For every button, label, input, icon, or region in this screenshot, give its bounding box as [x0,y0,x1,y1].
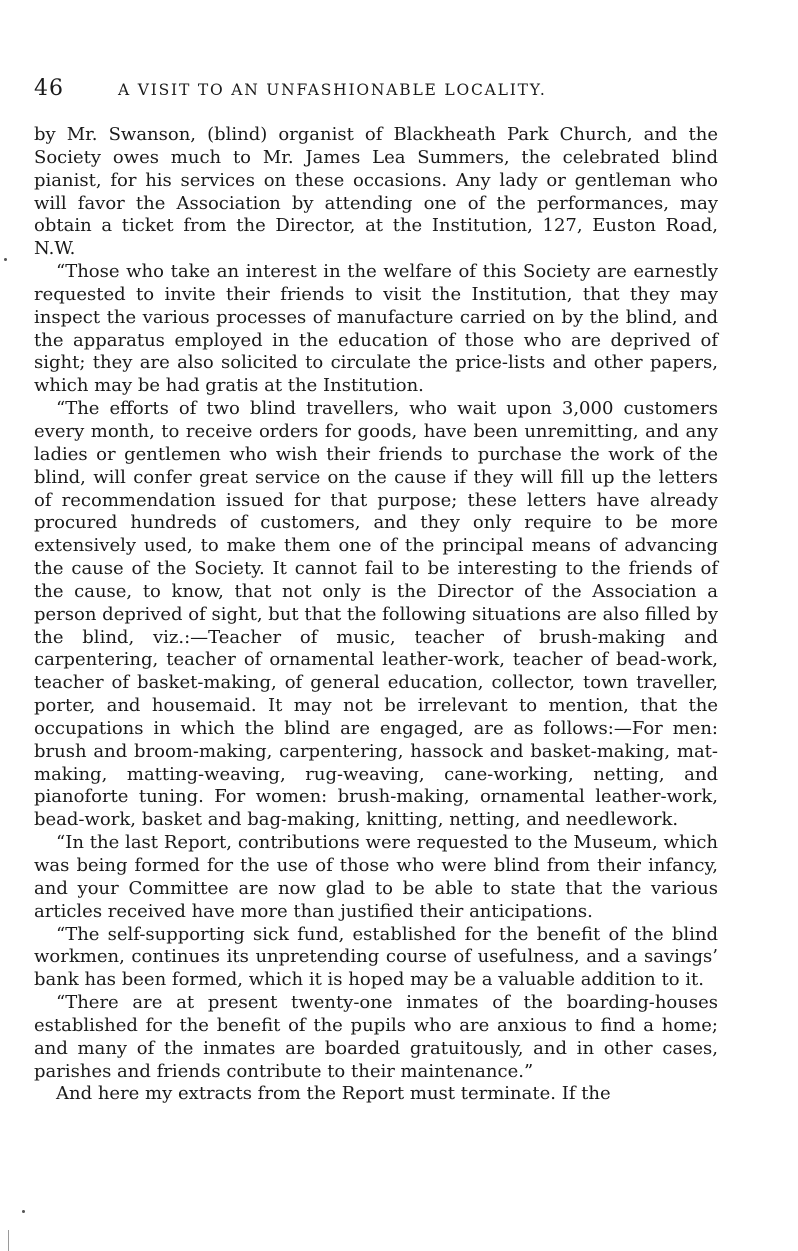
paragraph-closing: And here my extracts from the Report must terminate. If the [56,1083,611,1105]
paragraph-sick-fund: “The self-supporting sick fund, established for the benefit of the blind workmen, continues its unpretending course of usefulness, and a savings’ bank has been formed, which it is hoped may be a valuable addition to it. [34,923,718,991]
paragraph-visit-invitation: “Those who take an interest in the welfare of this Society are earnestly requested to invite their friends to visit the Institution, that they may inspect the various processes of manufacture carried on by the blind, and the apparatus employed in the education of those who are deprived of sight; they are also solicited to circulate the price-lists and other papers, which may be had gratis at the Institution. [34,261,718,397]
page-number: 46 [34,76,64,101]
body-text [34,124,718,1106]
margin-speck [4,258,7,261]
running-title: A VISIT TO AN UNFASHIONABLE LOCALITY. [118,81,547,99]
margin-rule [8,1230,9,1251]
margin-speck [22,1210,25,1213]
paragraph-continued: by Mr. Swanson, (blind) organist of Blackheath Park Church, and the Society owes much to Mr. James Lea Summers, the celebrated blind pianist, for his services on these occasions. Any lady or gentleman who will favor the Association by attending one of the performances, may obtain a ticket from the Director, at the Institution, 127, Euston Road, N.W. [34,124,718,260]
page-header [34,76,718,116]
book-page [34,76,718,1106]
paragraph-museum: “In the last Report, contributions were requested to the Museum, which was being formed for the use of those who were blind from their infancy, and your Committee are now glad to be able to state that the various articles received have more than justified their anticipations. [34,832,718,922]
paragraph-blind-travellers: “The efforts of two blind travellers, who wait upon 3,000 customers every month, to receive orders for goods, have been unremitting, and any ladies or gentlemen who wish their friends to purchase the work of the blind, will confer great service on the cause if they will fill up the letters of recommendation issued for that purpose; these letters have already procured hundreds of customers, and they only require to be more extensively used, to make them one of the principal means of advancing the cause of the Society. It cannot fail to be interesting to the friends of the cause, to know, that not only is the Director of the Association a person deprived of sight, but that the following situations are also filled by the blind, viz.:—Teacher of music, teacher of brush-making and carpentering, teacher of ornamental leather-work, teacher of bead-work, teacher of basket-making, of general education, collector, town traveller, porter, and housemaid. It may not be irrelevant to mention, that the occupations in which the blind are engaged, are as follows:—For men: brush and broom-making, carpentering, hassock and basket-making, mat-making, matting-weaving, rug-weaving, cane-working, netting, and pianoforte tuning. For women: brush-making, ornamental leather-work, bead-work, basket and bag-making, knitting, netting, and needlework. [34,398,718,831]
paragraph-boarding-houses: “There are at present twenty-one inmates of the boarding-houses established for the benefit of the pupils who are anxious to find a home; and many of the inmates are boarded gratuitously, and in other cases, parishes and friends contribute to their maintenance.” [34,992,718,1082]
